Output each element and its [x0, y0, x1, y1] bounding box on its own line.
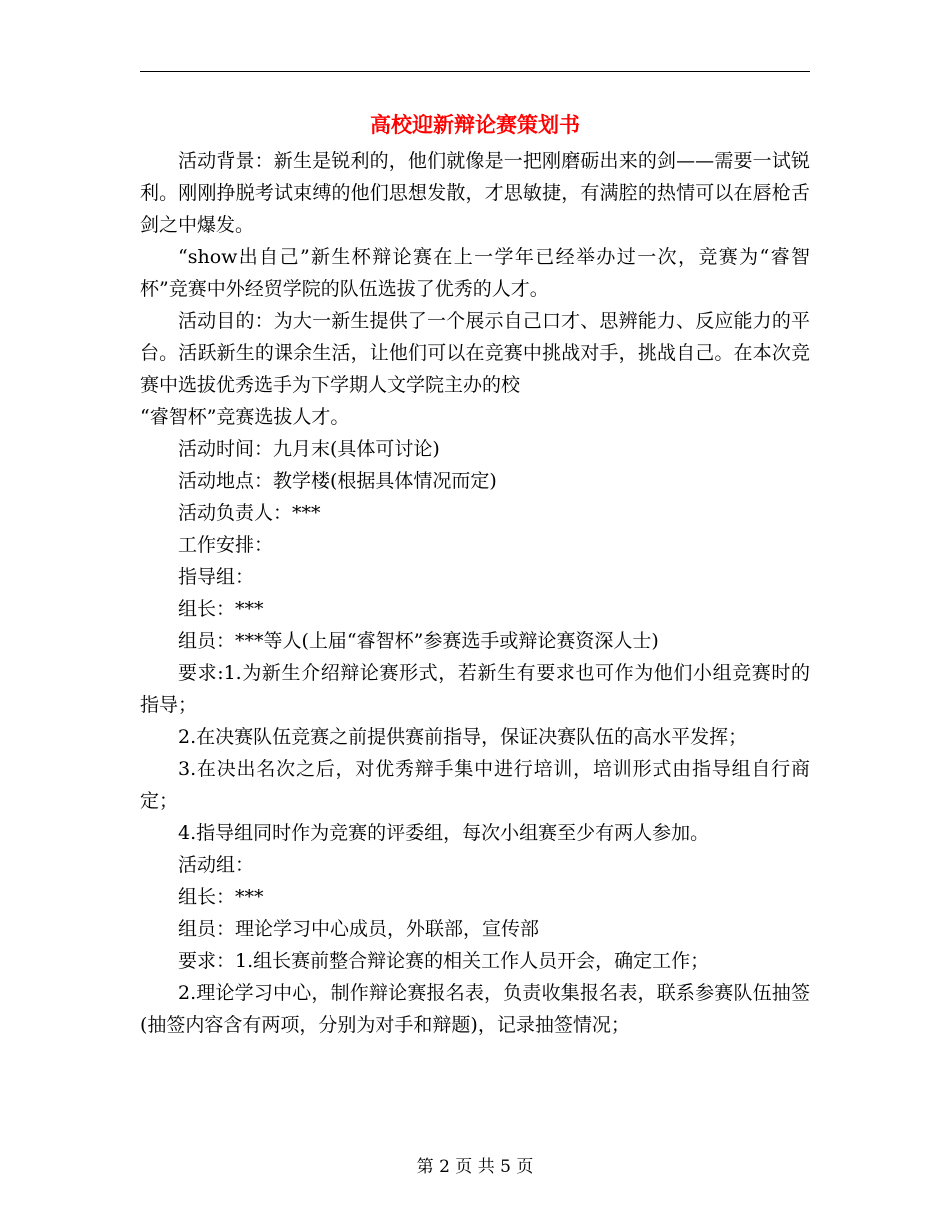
paragraph-activity-req-1: 要求：1.组长赛前整合辩论赛的相关工作人员开会，确定工作； — [178, 950, 710, 972]
paragraph-owner: 活动负责人：*** — [178, 502, 321, 524]
paragraph-history: “show出自己”新生杯辩论赛在上一学年已经举办过一次，竞赛为“睿智杯”竞赛中外经贸学院的队伍选拔了优秀的人才。 — [140, 246, 810, 300]
document-body — [140, 145, 810, 1041]
header-rule — [140, 71, 810, 72]
paragraph-time: 活动时间：九月末(具体可讨论) — [178, 438, 440, 460]
paragraph-purpose: 活动目的：为大一新生提供了一个展示自己口才、思辨能力、反应能力的平台。活跃新生的课余生活，让他们可以在竞赛中挑战对手，挑战自己。在本次竞赛中选拔优秀选手为下学期人文学院主办的校 — [140, 310, 810, 396]
paragraph-guidance-leader: 组长：*** — [178, 598, 264, 620]
paragraph-guidance-members: 组员：***等人(上届“睿智杯”参赛选手或辩论赛资深人士) — [178, 630, 659, 652]
document-title: 高校迎新辩论赛策划书 — [370, 112, 580, 137]
paragraph-activity-group: 活动组： — [178, 854, 255, 876]
paragraph-activity-leader: 组长：*** — [178, 886, 264, 908]
paragraph-activity-members: 组员：理论学习中心成员，外联部，宣传部 — [178, 918, 540, 940]
paragraph-guidance-req-1: 要求:1.为新生介绍辩论赛形式，若新生有要求也可作为他们小组竞赛时的指导； — [140, 662, 810, 716]
paragraph-guidance-req-2: 2.在决赛队伍竞赛之前提供赛前指导，保证决赛队伍的高水平发挥； — [178, 726, 748, 748]
paragraph-location: 活动地点：教学楼(根据具体情况而定) — [178, 470, 497, 492]
paragraph-activity-req-2: 2.理论学习中心，制作辩论赛报名表，负责收集报名表，联系参赛队伍抽签(抽签内容含有两项，分别为对手和辩题)，记录抽签情况； — [140, 982, 810, 1036]
paragraph-guidance-req-4: 4.指导组同时作为竞赛的评委组，每次小组赛至少有两人参加。 — [178, 822, 710, 844]
paragraph-guidance-group: 指导组： — [178, 566, 255, 588]
paragraph-purpose-continued: “睿智杯”竞赛选拔人才。 — [140, 406, 350, 428]
paragraph-guidance-req-3: 3.在决出名次之后，对优秀辩手集中进行培训，培训形式由指导组自行商定； — [140, 758, 810, 812]
paragraph-work-arrangement: 工作安排： — [178, 534, 274, 556]
page-number: 第 2 页 共 5 页 — [416, 1157, 534, 1177]
paragraph-background: 活动背景：新生是锐利的，他们就像是一把刚磨砺出来的剑——需要一试锐利。刚刚挣脱考试束缚的他们思想发散，才思敏捷，有满腔的热情可以在唇枪舌剑之中爆发。 — [140, 150, 810, 236]
